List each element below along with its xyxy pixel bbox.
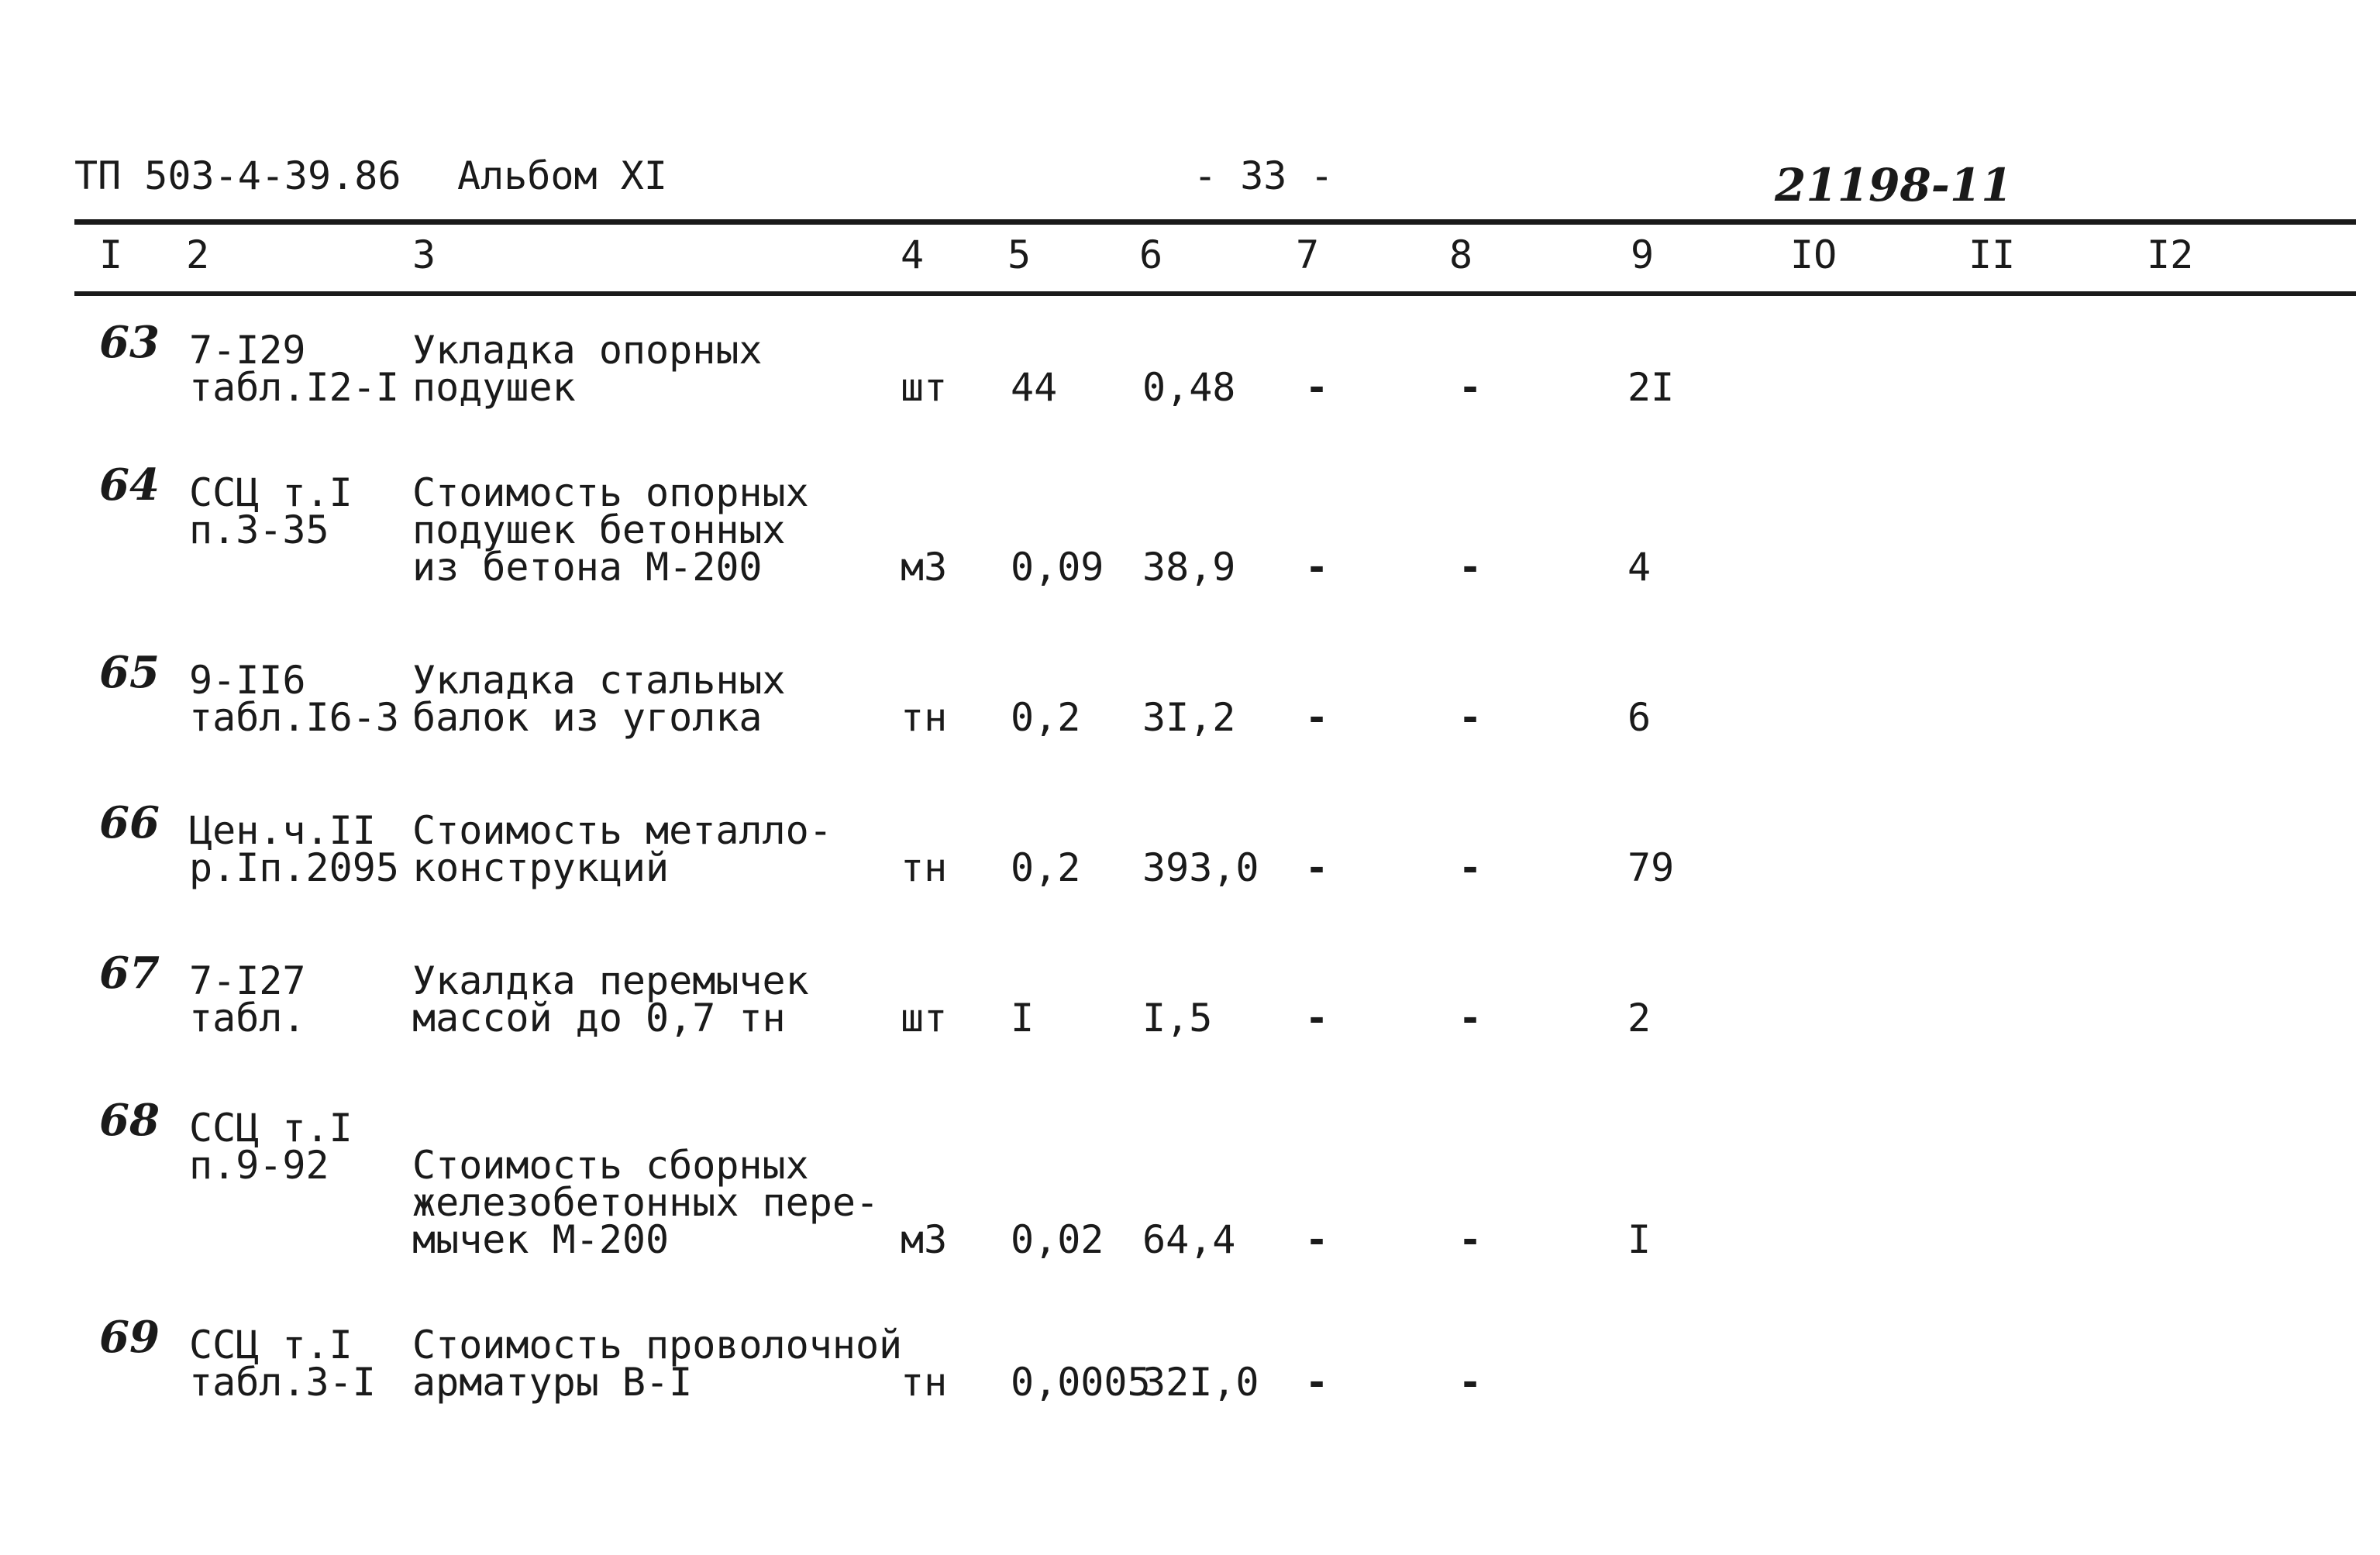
unit: м3 [901,1217,948,1262]
column-number-7: 7 [1296,232,1320,277]
total-cost: 2 [1627,996,1652,1041]
quantity: I [1011,996,1035,1041]
unit-price: I,5 [1142,996,1213,1041]
row-number: 68 [99,1095,160,1146]
total-cost: I [1627,1217,1652,1262]
quantity: 0,09 [1011,545,1104,590]
column-8-value: - [1459,1217,1483,1262]
column-number-12: I2 [2147,232,2194,277]
column-7-value: - [1305,1360,1329,1405]
column-number-4: 4 [901,232,925,277]
work-description: Стоимость проволочной арматуры В-I [412,1323,903,1405]
column-7-value: - [1305,365,1329,410]
column-number-2: 2 [186,232,210,277]
column-8-value: - [1459,845,1483,890]
column-number-10: IO [1790,232,1838,277]
row-number: 66 [99,797,160,848]
work-description: Укладка стальных балок из уголка [412,658,786,740]
row-number: 69 [99,1312,160,1363]
project-code: ТП 503-4-39.86 [74,153,401,198]
reference-code: ССЦ т.I п.9-92 [189,1106,353,1188]
work-description: Стоимость опорных подушек бетонных из бетона М-200 [412,470,809,590]
document-number: 21198-11 [1775,159,2013,212]
page-number: - 33 - [1193,153,1334,198]
column-number-6: 6 [1139,232,1163,277]
column-7-value: - [1305,996,1329,1041]
reference-code: Цен.ч.II р.Iп.2095 [189,808,399,890]
row-number: 63 [99,317,160,368]
row-number: 64 [99,459,160,511]
unit: м3 [901,545,948,590]
unit-price: 64,4 [1142,1217,1236,1262]
reference-code: 9-II6 табл.I6-3 [189,658,399,740]
work-description: Укалдка перемычек массой до 0,7 тн [412,958,809,1041]
quantity: 0,2 [1011,845,1081,890]
work-description: Укладка опорных подушек [412,328,763,410]
column-7-value: - [1305,845,1329,890]
column-number-1: I [99,232,123,277]
unit: тн [901,1360,948,1405]
column-number-9: 9 [1631,232,1655,277]
row-number: 65 [99,647,160,698]
unit: шт [901,996,948,1041]
reference-code: ССЦ т.I табл.3-I [189,1323,376,1405]
quantity: 44 [1011,365,1058,410]
unit-price: 38,9 [1142,545,1236,590]
column-number-8: 8 [1449,232,1473,277]
album-title: Альбом XI [457,153,667,198]
total-cost: 2I [1627,365,1675,410]
header-rule-top [74,219,2356,225]
column-number-5: 5 [1007,232,1032,277]
unit-price: 3I,2 [1142,695,1236,740]
column-8-value: - [1459,365,1483,410]
work-description: Стоимость сборных железобетонных пере- мычек М-200 [412,1143,880,1262]
column-7-value: - [1305,1217,1329,1262]
reference-code: 7-I27 табл. [189,958,306,1041]
column-7-value: - [1305,695,1329,740]
unit-price: 393,0 [1142,845,1259,890]
unit: тн [901,695,948,740]
quantity: 0,0005 [1011,1360,1151,1405]
header-rule-bottom [74,291,2356,296]
reference-code: ССЦ т.I п.3-35 [189,470,353,552]
quantity: 0,02 [1011,1217,1104,1262]
column-8-value: - [1459,695,1483,740]
column-8-value: - [1459,996,1483,1041]
column-7-value: - [1305,545,1329,590]
total-cost: 4 [1627,545,1652,590]
total-cost: 6 [1627,695,1652,740]
reference-code: 7-I29 табл.I2-I [189,328,399,410]
work-description: Стоимость металло- конструкций [412,808,832,890]
column-8-value: - [1459,1360,1483,1405]
row-number: 67 [99,948,160,999]
column-number-3: 3 [412,232,436,277]
unit: шт [901,365,948,410]
unit: тн [901,845,948,890]
unit-price: 32I,0 [1142,1360,1259,1405]
unit-price: 0,48 [1142,365,1236,410]
column-8-value: - [1459,545,1483,590]
total-cost: 79 [1627,845,1675,890]
column-number-11: II [1968,232,2016,277]
quantity: 0,2 [1011,695,1081,740]
